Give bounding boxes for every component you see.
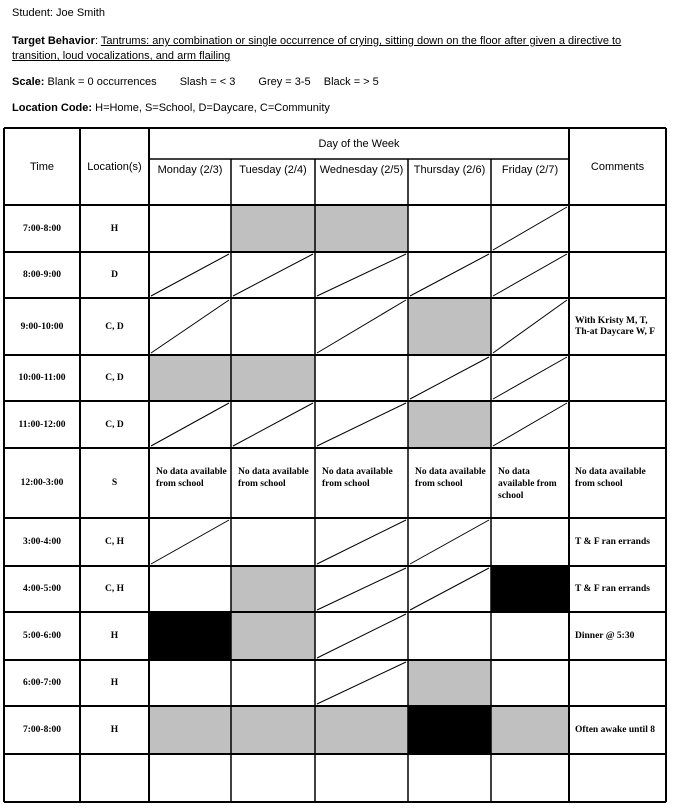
time-cell: 7:00-8:00 xyxy=(23,725,61,735)
location-cell: S xyxy=(111,478,118,488)
slash-mark xyxy=(493,207,567,250)
location-cell xyxy=(80,754,149,802)
location-cell: D xyxy=(111,270,118,280)
slash-mark xyxy=(151,520,229,564)
comment-cell: No data available from school xyxy=(575,467,646,489)
location-code-label: Location Code: xyxy=(12,102,93,114)
no-data-cell: No data available from school xyxy=(156,467,227,489)
time-cell: 7:00-8:00 xyxy=(23,223,61,234)
slash-mark xyxy=(493,300,567,353)
slash-mark xyxy=(317,254,406,296)
slash-mark xyxy=(233,403,313,446)
time-cell: 5:00-6:00 xyxy=(23,631,61,641)
comment-cell: With Kristy M, T, Th-at Daycare W, F xyxy=(575,315,656,337)
location-cell: C, H xyxy=(105,537,124,547)
location-cell: H xyxy=(110,725,119,735)
location-cell: H xyxy=(110,631,119,641)
comment-cell: Often awake until 8 xyxy=(575,724,655,735)
slash-mark xyxy=(317,403,406,446)
location-cell: C, D xyxy=(105,321,124,332)
target-behavior-label: Target Behavior xyxy=(12,35,95,47)
slash-mark xyxy=(410,520,489,564)
day-of-week-header: Day of the Week xyxy=(318,137,400,150)
day-header-0: Monday (2/3) xyxy=(157,164,223,176)
comments-header: Comments xyxy=(590,160,645,173)
location-cell: H xyxy=(110,678,119,688)
scale-label: Scale: xyxy=(12,76,45,88)
day-header-2: Wednesday (2/5) xyxy=(319,164,404,176)
slash-mark xyxy=(151,403,229,446)
slash-mark xyxy=(151,254,229,296)
time-cell: 9:00-10:00 xyxy=(20,321,64,332)
slash-mark xyxy=(151,300,229,353)
scale-blank: Blank = 0 occurrences xyxy=(47,76,157,88)
location-cell: H xyxy=(110,223,119,234)
slash-mark xyxy=(493,254,567,296)
target-behavior-text: Tantrums: any combination or single occurrence of crying, sitting down on the floor after given a directive to transition, loud vocalizations, and arm flailing xyxy=(12,35,622,62)
student-name: Student: Joe Smith xyxy=(12,7,105,19)
location-cell: C, H xyxy=(105,584,124,594)
slash-mark xyxy=(317,520,406,564)
comment-cell: Dinner @ 5:30 xyxy=(575,630,635,641)
slash-mark xyxy=(410,357,489,399)
time-cell: 6:00-7:00 xyxy=(23,678,61,688)
scale-black: Black = > 5 xyxy=(323,76,379,88)
time-cell: 10:00-11:00 xyxy=(18,373,66,383)
location-code-text: H=Home, S=School, D=Daycare, C=Community xyxy=(95,102,330,114)
no-data-cell: No data available from school xyxy=(238,467,309,489)
scale-grey: Grey = 3-5 xyxy=(258,76,311,88)
location-cell: C, D xyxy=(105,373,124,383)
slash-mark xyxy=(317,614,406,658)
no-data-cell: No data available from school xyxy=(498,467,557,501)
scale-slash: Slash = < 3 xyxy=(179,76,236,88)
slash-mark xyxy=(317,568,406,610)
day-header-3: Thursday (2/6) xyxy=(413,164,486,176)
comment-cell: T & F ran errands xyxy=(575,536,650,547)
day-header-1: Tuesday (2/4) xyxy=(239,164,307,176)
slash-mark xyxy=(233,254,313,296)
time-header: Time xyxy=(29,160,55,173)
time-cell: 3:00-4:00 xyxy=(23,537,61,547)
time-cell xyxy=(4,754,80,802)
location-cell: C, D xyxy=(105,419,124,430)
location-header: Location(s) xyxy=(87,160,142,173)
time-cell: 11:00-12:00 xyxy=(18,419,66,430)
slash-mark xyxy=(317,662,406,704)
time-cell: 12:00-3:00 xyxy=(20,478,64,488)
comment-cell: T & F ran errands xyxy=(575,583,650,594)
target-behavior: Target Behavior: Tantrums: any combination or single occurrence of crying, sitting down on the floor after given a directive to transition, loud vocalizations, and arm flailing xyxy=(12,35,622,62)
no-data-cell: No data available from school xyxy=(322,467,393,489)
time-cell: 4:00-5:00 xyxy=(23,584,61,594)
slash-mark xyxy=(493,357,567,399)
day-header-4: Friday (2/7) xyxy=(501,164,559,176)
slash-mark xyxy=(317,300,406,353)
time-cell: 8:00-9:00 xyxy=(23,270,61,280)
no-data-cell: No data available from school xyxy=(415,467,486,489)
slash-mark xyxy=(493,403,567,446)
slash-mark xyxy=(410,254,489,296)
slash-mark xyxy=(410,568,489,610)
